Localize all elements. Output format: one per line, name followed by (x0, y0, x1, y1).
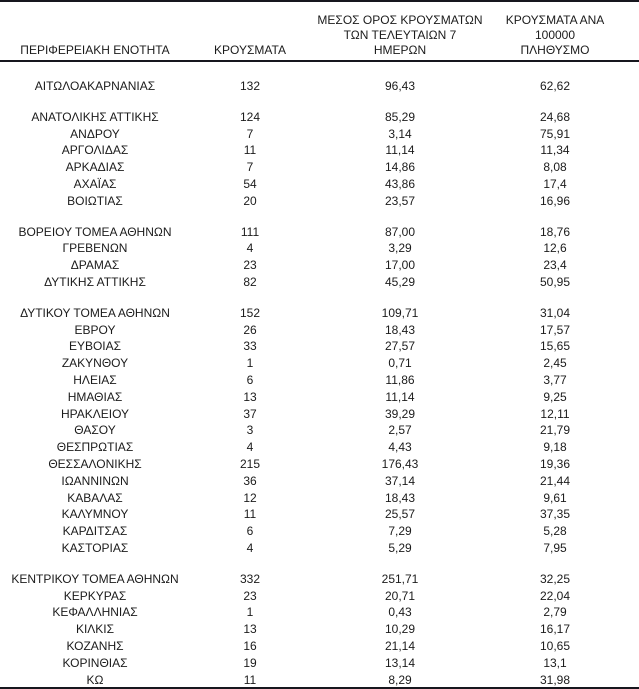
per100k-cell: 19,36 (539, 456, 571, 471)
per100k-cell: 11,34 (540, 143, 570, 158)
table-row (0, 176, 639, 193)
region-cell: ΚΕΦΑΛΛΗΝΙΑΣ (52, 605, 138, 620)
per100k-cell: 12,6 (543, 241, 567, 256)
avg7days-cell: 3,29 (388, 241, 412, 256)
avg7days-cell: 87,00 (384, 224, 416, 239)
table-header (0, 2, 639, 62)
per100k-cell: 16,17 (539, 622, 571, 637)
region-cell: ΚΕΡΚΥΡΑΣ (63, 588, 127, 603)
table-row (0, 422, 639, 439)
per100k-cell: 10,65 (539, 638, 571, 653)
header-region-column (0, 43, 190, 58)
per100k-cell: 5,28 (543, 524, 567, 539)
cases-cell: 23 (243, 258, 257, 273)
header-per100k-line1: ΚΡΟΥΣΜΑΤΑ ΑΝΑ 100000 (505, 13, 605, 42)
table-row (0, 655, 639, 672)
region-cell: ΔΥΤΙΚΗΣ ΑΤΤΙΚΗΣ (44, 274, 146, 289)
cases-cell: 20 (243, 193, 257, 208)
table-row (0, 506, 639, 523)
region-cell: ΑΙΤΩΛΟΑΚΑΡΝΑΝΙΑΣ (34, 79, 156, 93)
per100k-cell: 24,68 (539, 109, 571, 124)
avg7days-cell: 11,14 (385, 389, 415, 404)
cases-cell: 19 (243, 655, 257, 670)
avg7days-cell: 43,86 (384, 176, 416, 191)
table-row (0, 142, 639, 159)
cases-cell: 4 (246, 440, 254, 455)
per100k-cell: 17,4 (543, 176, 567, 191)
avg7days-cell: 14,86 (384, 160, 416, 175)
region-cell: ΚΙΛΚΙΣ (75, 622, 115, 637)
avg7days-cell: 176,43 (381, 456, 419, 471)
per100k-cell: 37,35 (539, 507, 571, 522)
table-row (0, 257, 639, 274)
per100k-cell: 15,65 (539, 339, 571, 354)
table-row (0, 604, 639, 621)
header-avg7days-line2: ΤΩΝ ΤΕΛΕΥΤΑΙΩΝ 7 (343, 28, 457, 42)
region-cell: ΓΡΕΒΕΝΩΝ (62, 241, 128, 256)
region-cell: ΚΟΖΑΝΗΣ (66, 638, 124, 653)
region-cell: ΙΩΑΝΝΙΝΩΝ (61, 473, 129, 488)
cases-cell: 13 (243, 389, 257, 404)
cases-cell: 1 (246, 605, 254, 620)
avg7days-cell: 10,29 (384, 622, 416, 637)
per100k-cell: 17,57 (539, 322, 571, 337)
per100k-cell: 31,98 (539, 672, 571, 687)
region-cell: ΗΛΕΙΑΣ (73, 372, 117, 387)
table-group (0, 224, 639, 291)
table-group (0, 109, 639, 210)
region-cell: ΕΥΒΟΙΑΣ (68, 339, 122, 354)
region-cell: ΚΑΣΤΟΡΙΑΣ (61, 540, 129, 555)
cases-cell: 36 (243, 473, 257, 488)
avg7days-cell: 21,14 (384, 638, 416, 653)
per100k-cell: 13,1 (543, 655, 567, 670)
avg7days-cell: 18,43 (384, 490, 416, 505)
avg7days-cell: 5,29 (388, 540, 412, 555)
table-row (0, 540, 639, 557)
region-cell: ΘΕΣΣΑΛΟΝΙΚΗΣ (48, 456, 142, 471)
cases-cell: 11 (243, 507, 257, 522)
avg7days-cell: 45,29 (384, 274, 416, 289)
cases-cell: 6 (246, 372, 254, 387)
region-cell: ΚΟΡΙΝΘΙΑΣ (62, 655, 128, 670)
per100k-cell: 9,18 (543, 440, 567, 455)
cases-cell: 54 (243, 176, 257, 191)
per100k-cell: 32,25 (539, 571, 571, 586)
per100k-cell: 8,08 (543, 160, 567, 175)
region-cell: ΗΡΑΚΛΕΙΟΥ (60, 406, 130, 421)
per100k-cell: 18,76 (539, 224, 571, 239)
avg7days-cell: 4,43 (388, 440, 412, 455)
per100k-cell: 31,04 (539, 305, 571, 320)
avg7days-cell: 17,00 (384, 258, 416, 273)
table-row (0, 274, 639, 291)
avg7days-cell: 85,29 (384, 109, 416, 124)
avg7days-cell: 96,43 (384, 79, 416, 93)
cases-cell: 4 (246, 540, 254, 555)
per100k-cell: 3,77 (543, 372, 567, 387)
cases-cell: 152 (239, 305, 261, 320)
per100k-cell: 2,79 (543, 605, 567, 620)
avg7days-cell: 0,43 (388, 605, 412, 620)
per100k-cell: 7,95 (543, 540, 567, 555)
region-cell: ΑΡΚΑΔΙΑΣ (65, 160, 125, 175)
per100k-cell: 9,61 (543, 490, 567, 505)
cases-cell: 11 (243, 143, 257, 158)
table-row (0, 523, 639, 540)
table-row (0, 473, 639, 490)
table-row (0, 338, 639, 355)
cases-cell: 12 (243, 490, 257, 505)
table-body (0, 62, 639, 688)
region-cell: ΘΕΣΠΡΩΤΙΑΣ (56, 440, 134, 455)
table-row (0, 406, 639, 423)
region-cell: ΑΝΔΡΟΥ (70, 126, 120, 141)
cases-cell: 11 (243, 672, 257, 687)
table-row (0, 126, 639, 143)
table-row (0, 355, 639, 372)
avg7days-cell: 18,43 (384, 322, 416, 337)
avg7days-cell: 39,29 (384, 406, 416, 421)
avg7days-cell: 0,71 (388, 356, 412, 371)
cases-cell: 111 (240, 224, 260, 239)
region-cell: ΚΕΝΤΡΙΚΟΥ ΤΟΜΕΑ ΑΘΗΝΩΝ (11, 571, 179, 586)
header-avg7days-line3: ΗΜΕΡΩΝ (373, 43, 427, 57)
avg7days-cell: 109,71 (381, 305, 419, 320)
avg7days-cell: 2,57 (388, 423, 412, 438)
avg7days-cell: 3,14 (388, 126, 412, 141)
table-row (0, 322, 639, 339)
per100k-cell: 62,62 (539, 79, 571, 93)
table-row (0, 78, 639, 95)
table-row (0, 372, 639, 389)
region-cell: ΚΑΒΑΛΑΣ (67, 490, 123, 505)
cases-cell: 7 (246, 126, 254, 141)
cases-cell: 13 (243, 622, 257, 637)
cases-cell: 16 (243, 638, 257, 653)
per100k-cell: 16,96 (539, 193, 571, 208)
cases-cell: 6 (246, 524, 254, 539)
per100k-cell: 12,11 (540, 406, 570, 421)
cases-cell: 215 (239, 456, 261, 471)
avg7days-cell: 8,29 (388, 672, 412, 687)
table-row (0, 672, 639, 689)
per100k-cell: 21,79 (539, 423, 571, 438)
per100k-cell: 50,95 (539, 274, 571, 289)
header-cases-column (190, 43, 310, 58)
per100k-cell: 21,44 (539, 473, 571, 488)
region-cell: ΑΧΑΪΑΣ (73, 176, 117, 191)
table-row (0, 240, 639, 257)
header-avg7days-line1: ΜΕΣΟΣ ΟΡΟΣ ΚΡΟΥΣΜΑΤΩΝ (317, 13, 483, 27)
region-cell: ΘΑΣΟΥ (74, 423, 116, 438)
table-row (0, 159, 639, 176)
cases-cell: 23 (243, 588, 257, 603)
table-row (0, 588, 639, 605)
region-cell: ΑΝΑΤΟΛΙΚΗΣ ΑΤΤΙΚΗΣ (31, 109, 159, 124)
table-row (0, 305, 639, 322)
header-region-label: ΠΕΡΙΦΕΡΕΙΑΚΗ ΕΝΟΤΗΤΑ (20, 43, 170, 57)
table-row (0, 439, 639, 456)
table-row (0, 571, 639, 588)
table-row (0, 389, 639, 406)
per100k-cell: 22,04 (539, 588, 571, 603)
table-row (0, 490, 639, 507)
per100k-cell: 9,25 (543, 389, 567, 404)
cases-cell: 82 (243, 274, 257, 289)
cases-cell: 1 (246, 356, 254, 371)
region-cell: ΕΒΡΟΥ (74, 322, 116, 337)
table-row (0, 109, 639, 126)
cases-cell: 132 (239, 79, 261, 93)
region-cell: ΑΡΓΟΛΙΔΑΣ (61, 143, 129, 158)
avg7days-cell: 25,57 (384, 507, 416, 522)
table-row (0, 621, 639, 638)
cases-cell: 33 (243, 339, 257, 354)
region-cell: ΖΑΚΥΝΘΟΥ (61, 356, 129, 371)
cases-cell: 124 (239, 109, 261, 124)
table-row (0, 638, 639, 655)
avg7days-cell: 11,14 (385, 143, 415, 158)
avg7days-cell: 7,29 (388, 524, 412, 539)
region-cell: ΒΟΡΕΙΟΥ ΤΟΜΕΑ ΑΘΗΝΩΝ (18, 224, 172, 239)
table-row (0, 224, 639, 241)
per100k-cell: 75,91 (539, 126, 571, 141)
header-cases-label: ΚΡΟΥΣΜΑΤΑ (214, 43, 286, 57)
header-per100k-line2: ΠΛΗΘΥΣΜΟ (520, 43, 590, 57)
region-cell: ΚΩ (86, 672, 104, 687)
avg7days-cell: 37,14 (384, 473, 416, 488)
region-cell: ΚΑΛΥΜΝΟΥ (61, 507, 129, 522)
avg7days-cell: 11,86 (385, 372, 415, 387)
header-avg7days-column (310, 13, 490, 58)
table-group (0, 571, 639, 689)
cases-cell: 3 (246, 423, 254, 438)
avg7days-cell: 23,57 (384, 193, 416, 208)
region-cell: ΔΡΑΜΑΣ (70, 258, 120, 273)
region-cell: ΗΜΑΘΙΑΣ (67, 389, 123, 404)
per100k-cell: 23,4 (543, 258, 567, 273)
table-row (0, 193, 639, 210)
region-cell: ΒΟΙΩΤΙΑΣ (67, 193, 123, 208)
cases-cell: 332 (239, 571, 261, 586)
region-cell: ΚΑΡΔΙΤΣΑΣ (62, 524, 128, 539)
cases-cell: 26 (243, 322, 257, 337)
avg7days-cell: 27,57 (384, 339, 416, 354)
cases-cell: 7 (246, 160, 254, 175)
header-per100k-column (490, 13, 620, 58)
avg7days-cell: 13,14 (384, 655, 416, 670)
table-group (0, 78, 639, 95)
cases-cell: 37 (243, 406, 257, 421)
table-row (0, 456, 639, 473)
region-cell: ΔΥΤΙΚΟΥ ΤΟΜΕΑ ΑΘΗΝΩΝ (20, 305, 170, 320)
avg7days-cell: 20,71 (384, 588, 416, 603)
table-group (0, 305, 639, 557)
per100k-cell: 2,45 (543, 356, 567, 371)
cases-cell: 4 (246, 241, 254, 256)
avg7days-cell: 251,71 (381, 571, 419, 586)
